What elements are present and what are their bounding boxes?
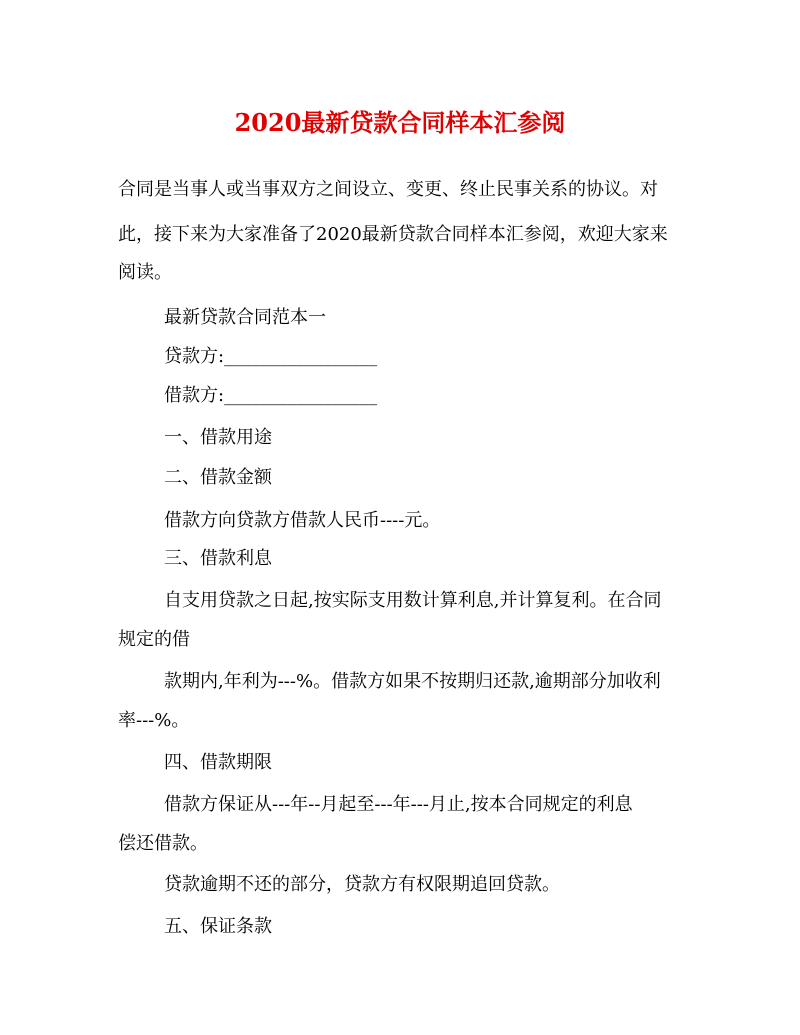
section-heading-guarantee: 五、保证条款: [164, 916, 272, 937]
amount-paragraph: 借款方向贷款方借款人民币----元。: [164, 510, 441, 531]
intro-line-2: 此，接下来为大家准备了2020最新贷款合同样本汇参阅，欢迎大家来: [118, 224, 668, 245]
lender-line: 贷款方:_________________: [164, 346, 378, 367]
section-heading-term: 四、借款期限: [164, 752, 272, 773]
document-title: 2020最新贷款合同样本汇参阅: [234, 108, 566, 137]
overdue-paragraph: 贷款逾期不还的部分，贷款方有权限期追回贷款。: [164, 874, 560, 895]
borrower-line: 借款方:_________________: [164, 385, 378, 406]
interest-paragraph-line-3: 款期内,年利为---%。借款方如果不按期归还款,逾期部分加收利: [164, 671, 661, 692]
section-heading-purpose: 一、借款用途: [164, 427, 272, 448]
interest-paragraph-line-1: 自支用贷款之日起,按实际支用数计算利息,并计算复利。在合同: [164, 590, 662, 611]
interest-paragraph-line-4: 率---%。: [118, 710, 190, 731]
term-paragraph-line-1: 借款方保证从---年--月起至---年---月止,按本合同规定的利息: [164, 794, 633, 815]
contract-sample-heading: 最新贷款合同范本一: [164, 307, 326, 328]
interest-paragraph-line-2: 规定的借: [118, 629, 190, 650]
section-heading-amount: 二、借款金额: [164, 467, 272, 488]
term-paragraph-line-2: 偿还借款。: [118, 833, 208, 854]
intro-line-3: 阅读。: [118, 262, 172, 283]
section-heading-interest: 三、借款利息: [164, 548, 272, 569]
intro-line-1: 合同是当事人或当事双方之间设立、变更、终止民事关系的协议。对: [118, 179, 658, 200]
